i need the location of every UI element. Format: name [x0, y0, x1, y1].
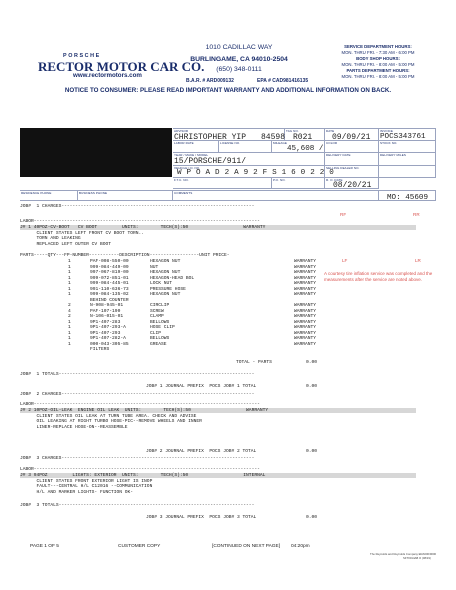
job1-description: TORN AND LEAKING [20, 236, 81, 241]
part-number: 991-110-636-73 [90, 286, 129, 292]
part-pay-type: WARRANTY [294, 336, 317, 341]
part-pay-type: WARRANTY [294, 319, 317, 325]
job1-title: J# 1 40POZ-CV-BOOT CV BOOT UNITS: TECH(S):50 WARRANTY [20, 225, 266, 230]
job3-description: CLIENT STATES FRONT EXTERIOR LIGHT IS INOP [20, 478, 153, 484]
courtesy-note: A courtesy tire inflation service was completed and the measurements after the service are noted above. [324, 271, 433, 282]
mileage-cell [272, 141, 325, 153]
bar-number: B.A.R. # ARD009132 [186, 78, 234, 84]
advisor-name: CHRISTOPHER YIP [174, 132, 247, 142]
job2-description: CLIENT STATES OIL LEAK AT TURN TUBE AREA. CHECK AND ADVISE [20, 413, 197, 419]
job1-charges: JOB# 1 CHARGES---------------------------------------------------------------------- [20, 204, 255, 209]
blank-cell [379, 166, 436, 178]
comments-cell [173, 190, 379, 201]
job1-description: REPLACED LEFT OUTER CV BOOT [20, 241, 111, 247]
ftc-label: F.T.C. NO. [174, 178, 189, 182]
job1-totals: JOB# 1 TOTALS----------------------------------------------------------------------- [20, 372, 255, 377]
part-description: CIRCLIP [150, 303, 170, 308]
delivery-miles-label: DELIVERY MILES [380, 153, 406, 157]
license-label: LICENSE NO. [220, 141, 241, 145]
hours-line: BODY SHOP HOURS: [356, 56, 400, 61]
part-qty: 2 [68, 303, 71, 308]
epa-number: EPA # CAD981416135 [257, 78, 309, 84]
redacted-customer-block [20, 128, 172, 177]
part-qty: 1 [68, 281, 71, 286]
invoice-cell [379, 128, 436, 141]
selling-dealer-cell [325, 166, 379, 178]
part-qty: 1 [68, 319, 71, 325]
part-description: SCREW [150, 308, 164, 314]
stock-cell [379, 141, 436, 153]
dealer-address: 1010 CADILLAC WAY [205, 44, 273, 51]
selling-dealer-label: SELLING DEALER NO. [326, 166, 360, 170]
part-number: 999-084-449-09 [90, 264, 129, 270]
business-phone-cell [78, 190, 173, 201]
part-number: 9P1-407-293 [90, 330, 121, 336]
date-value: 09/09/21 [332, 132, 371, 142]
part-qty: 1 [68, 275, 71, 281]
vin-value: W P O A D 2 A 9 2 F S 1 6 0 2 2 0 [177, 169, 334, 177]
copy-type: CUSTOMER COPY [118, 544, 161, 549]
job3-charges: JOB# 3 CHARGES---------------------------------------------------------------------- [20, 456, 255, 461]
part-pay-type: WARRANTY [294, 330, 317, 336]
mo-cell [379, 190, 436, 201]
part-number: N-106-015-01 [90, 314, 124, 319]
part-description: CLAMP [150, 314, 164, 319]
po-cell [272, 178, 325, 189]
part-pay-type: WARRANTY [294, 341, 317, 347]
part-number: 9P1-407-293-A [90, 325, 126, 330]
form-vendor: The Reynolds and Reynolds Company ERA600/9000 [370, 552, 437, 556]
part-qty: 4 [68, 308, 71, 314]
part-description: HEXAGON-HEAD BOL [150, 275, 195, 281]
consumer-notice: NOTICE TO CONSUMER: PLEASE READ IMPORTANT WARRANTY AND ADDITIONAL INFORMATION ON BACK. [64, 87, 392, 94]
part-pay-type: WARRANTY [294, 308, 317, 314]
part-qty: 1 [68, 259, 71, 264]
ro-date-cell [325, 178, 379, 189]
delivery-date-cell [325, 153, 379, 166]
vin-cell [173, 166, 334, 178]
dealer-city: BURLINGAME, CA 94010-2504 [190, 56, 288, 63]
part-qty: 1 [68, 270, 71, 275]
part-qty: 1 [68, 341, 71, 347]
print-time: 04:20pm [291, 544, 310, 549]
tire-marker-lr: LR [415, 258, 421, 263]
invoice-label: INVOICE [380, 129, 394, 133]
part-description: PRESSURE HOSE [150, 286, 186, 292]
part-number: 9P1-407-283 [90, 319, 121, 325]
license-cell [219, 141, 272, 153]
part-description: HOSE CLIP [150, 325, 175, 330]
part-pay-type: WARRANTY [294, 286, 317, 292]
tag-cell [285, 128, 325, 141]
dealer-phone: (650) 348-0111 [216, 66, 262, 73]
mileage-label: MILEAGE [273, 141, 288, 145]
part-number: 000-043-305-85 [90, 341, 129, 347]
job3-title: J# 3 94POZ LIGHTS: EXTERIOR UNITS: TECH(S):50 INTERNAL [20, 473, 266, 478]
part-description: BELLOWS [150, 319, 170, 325]
invoice-number: POCS343761 [380, 132, 426, 141]
part-pay-type: WARRANTY [294, 314, 317, 319]
department-hours [322, 44, 434, 80]
comments-label: COMMENTS [174, 191, 193, 195]
job2-journal: JOB# 2 JOURNAL PREFIX POCS JOB# 2 TOTAL [146, 449, 257, 454]
part-number: FILTERS [90, 347, 110, 352]
part-pay-type: WARRANTY [294, 259, 317, 264]
mo-number: MO: 45609 [387, 194, 429, 202]
job1-journal: JOB# 1 JOURNAL PREFIX POCS JOB# 1 TOTAL [146, 384, 257, 389]
total-parts-value: 0.00 [306, 360, 318, 365]
total-parts-label: TOTAL - PARTS [236, 360, 272, 365]
year-make-value: 15/PORSCHE/911/ [174, 156, 247, 166]
part-number: 9P1-407-282-A [90, 336, 126, 341]
labor-rate-label: LABOR RATE [174, 141, 194, 145]
part-description: LOCK NUT [150, 281, 173, 286]
job2-title: J# 2 10POZ-OIL-LEAK ENGINE OIL LEAK UNITS: TECH(S):50 WARRANTY [20, 408, 269, 413]
part-qty: 1 [68, 292, 71, 297]
porsche-logo: PORSCHE [63, 53, 101, 59]
date-cell [325, 128, 379, 141]
part-description: GREASE [150, 341, 167, 347]
tag-number: R021 [293, 132, 313, 142]
part-number: PAF-107-190 [90, 308, 121, 314]
part-number: 999-084-445-01 [90, 281, 129, 286]
part-qty: 1 [68, 330, 71, 336]
part-pay-type: WARRANTY [294, 270, 317, 275]
form-code: SFT0014AB O (08/19) [403, 556, 431, 560]
date-label: DATE [326, 129, 335, 133]
part-qty: 2 [68, 314, 71, 319]
hours-line: SERVICE DEPARTMENT HOURS: [344, 44, 412, 49]
part-qty: 1 [68, 336, 71, 341]
job3-totals: JOB# 3 TOTALS----------------------------------------------------------------------- [20, 503, 255, 508]
hours-line: MON. THRU FRI. - 8:00 AM - 5:00 PM [341, 74, 415, 79]
part-description: HEXAGON NUT [150, 292, 181, 297]
residence-phone-label: RESIDENCE PHONE [21, 191, 52, 195]
delivery-date-label: DELIVERY DATE [326, 153, 351, 157]
part-description: CLIP [150, 330, 162, 336]
hours-line: MON. THRU FRI. - 8:00 AM - 5:00 PM [341, 62, 415, 67]
part-number: N-908-945-01 [90, 303, 124, 308]
tire-marker-rr: RR [413, 212, 420, 217]
advisor-cell [173, 128, 285, 141]
continued-note: [CONTINUED ON NEXT PAGE] [212, 544, 281, 549]
tire-marker-lf: LF [342, 258, 348, 263]
stock-label: STOCK NO. [380, 141, 398, 145]
job2-journal-total: 0.00 [306, 449, 318, 454]
job2-charges: JOB# 2 CHARGES---------------------------------------------------------------------- [20, 392, 255, 397]
part-pay-type: WARRANTY [294, 264, 317, 270]
vin-label: VEHICLE I.D. NO. [174, 166, 201, 170]
dealer-url: www.rectormotors.com [73, 72, 142, 79]
job3-description: FAULT---CENTRAL H/L C12016 --COMMUNICATION [20, 484, 153, 489]
labor-header: LABOR---------------------------------------------------------------------------------- [20, 402, 260, 407]
labor-header: LABOR---------------------------------------------------------------------------------- [20, 467, 260, 472]
mileage-value: 45,608 / [287, 145, 324, 153]
job1-description: CLIENT STATES LEFT FRONT CV BOOT TORN.. [20, 230, 145, 236]
page-number: PAGE 1 OF 5 [30, 544, 59, 549]
part-number: BEHIND COUNTER [90, 297, 129, 303]
job2-description: LINER-REPLACE HOSE-ON--REASSEMBLE [20, 424, 128, 430]
job2-description: OIL LEAKING AT RIGHT TURBO HOSE-PIC--REMOVE WHEELS AND INNER [20, 419, 202, 424]
part-qty: 1 [68, 286, 71, 292]
part-number: 999-072-851-01 [90, 275, 129, 281]
part-pay-type: WARRANTY [294, 275, 317, 281]
part-description: NUT [150, 264, 159, 270]
part-number: 999-084-135-02 [90, 292, 129, 297]
parts-header: PARTS-----QTY---FP-NUMBER-----------DESCRIPTION------------------UNIT PRICE- [20, 253, 230, 258]
delivery-miles-cell [379, 153, 436, 166]
advisor-number: 84598 [261, 132, 286, 142]
part-description: HEXAGON NUT [150, 259, 181, 264]
year-make-cell [173, 153, 325, 166]
labor-header: LABOR---------------------------------------------------------------------------------- [20, 219, 260, 224]
tag-label: TAG NO. [286, 129, 299, 133]
part-pay-type: WARRANTY [294, 325, 317, 330]
job3-journal-total: 0.00 [306, 515, 318, 520]
part-pay-type: WARRANTY [294, 303, 317, 308]
job3-description: H/L AND MARKER LIGHTS- FUNCTION OK- [20, 489, 134, 495]
color-cell [325, 141, 379, 153]
labor-rate-cell [173, 141, 219, 153]
dealer-name: RECTOR MOTOR CAR CO. [38, 59, 205, 74]
tire-marker-rf: RF [340, 212, 347, 217]
job3-journal: JOB# 3 JOURNAL PREFIX POCS JOB# 3 TOTAL [146, 515, 257, 520]
part-pay-type: WARRANTY [294, 292, 317, 297]
part-qty: 1 [68, 264, 71, 270]
business-phone-label: BUSINESS PHONE [79, 191, 108, 195]
hours-line: MON. THRU FRI. - 7:30 AM - 6:00 PM [341, 50, 415, 55]
part-number: PAF-008-550-00 [90, 259, 129, 264]
residence-phone-cell [20, 190, 78, 201]
color-label: COLOR [326, 141, 338, 145]
po-label: P.O. NO. [273, 178, 286, 182]
part-description: HEXAGON NUT [150, 270, 181, 275]
job1-journal-total: 0.00 [306, 384, 318, 389]
ro-date-value: 08/20/21 [333, 180, 372, 190]
part-number: 997-067-819-00 [90, 270, 129, 275]
part-description: BELLOWS [150, 336, 170, 341]
year-make-label: YEAR / MAKE / MODEL [174, 153, 209, 157]
ftc-cell [173, 178, 272, 189]
part-qty: 1 [68, 325, 71, 330]
hours-line: PARTS DEPARTMENT HOURS: [346, 68, 410, 73]
ro-date-label: R. O. DATE [326, 178, 343, 182]
advisor-label: ADVISOR [174, 129, 189, 133]
part-pay-type: WARRANTY [294, 281, 317, 286]
